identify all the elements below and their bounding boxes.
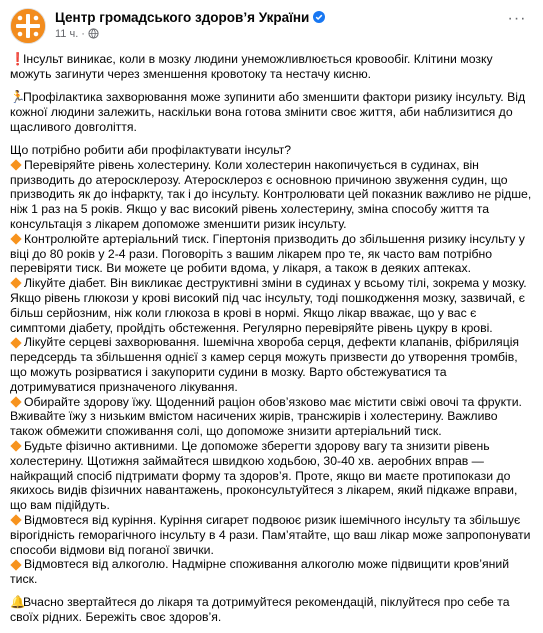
page-name-text[interactable]: Центр громадського здоров’я України xyxy=(55,10,310,25)
post-text xyxy=(10,52,533,633)
orange-diamond-icon xyxy=(10,233,21,244)
bell-icon: 🔔 xyxy=(10,595,26,610)
meta-dot: · xyxy=(81,28,85,40)
verified-icon xyxy=(313,11,325,23)
outro-text: Вчасно звертайтеся до лікаря та дотримуйтеся рекомендацій, піклуйтеся про себе та своїх рідних. Бережіть своє здоров’я. xyxy=(10,595,510,625)
tip-text: Контролюйте артеріальний тиск. Гіпертонія призводить до збільшення ризику інсульту у віці до 80 років у 2-4 рази. Поговоріть з вашим лікарем про те, як часто вам потрібно перевіряти тиск. Ви можете це робити вдома, у лікаря, а також в деяких аптеках. xyxy=(10,231,525,276)
tip-text: Лікуйте діабет. Він викликає деструктивні зміни в судинах у всьому тілі, зокрема у мозку. Якщо рівень глюкози у крові високий під час інсульту, тоді пошкодження мозку, зазвичай, є більш серйозним, ніж коли глюкоза в крові в нормі. Якщо лікар вважає, що у вас є симптоми діабету, пройдіть обстеження. Регулярно перевіряйте рівень цукру в крові. xyxy=(10,276,527,335)
prevention-paragraph xyxy=(10,90,533,134)
tip-item xyxy=(10,395,533,439)
runner-icon: 🏃 xyxy=(10,90,26,105)
tip-item xyxy=(10,557,533,587)
tip-item xyxy=(10,335,533,394)
tip-text: Перевіряйте рівень холестерину. Коли холестерин накопичується в судинах, він призводить до атеросклерозу. Атеросклероз є основною причиною звуження судин, що призводить як до інфаркту, так і до інсульту. Контролювати цей показник важливо не рідше, ніж 1 раз на 5 років. Якщо у вас високий рівень холестерину, зміна способу життя та консультація з лікарем допоможе зменшити ризик інсульту. xyxy=(10,157,532,231)
exclamation-icon: ❗ xyxy=(10,52,26,66)
post-time[interactable]: 11 ч. xyxy=(55,28,79,40)
orange-diamond-icon xyxy=(10,278,21,289)
logo-avatar-icon xyxy=(11,9,45,43)
outro-paragraph xyxy=(10,595,533,625)
tip-item xyxy=(10,439,533,513)
orange-diamond-icon xyxy=(10,396,21,407)
globe-icon[interactable] xyxy=(88,28,99,42)
tip-text: Лікуйте серцеві захворювання. Ішемічна хвороба серця, дефекти клапанів, фібриляція передсердь та збільшення однієї з камер серця можуть призвести до утворення тромбів, що можуть розірватися і закупорити судини в мозку. Варто обстежуватися та дотримуватися призначеного лікування. xyxy=(10,335,520,394)
tip-item xyxy=(10,276,533,335)
intro-paragraph xyxy=(10,52,533,82)
tip-text: Будьте фізично активними. Це допоможе зберегти здорову вагу та знизити рівень холестерину. Щотижня займайтеся швидкою ходьбою, 30-40 хв. аеробних вправ — найкращий спосіб підтримати форму та здоров’я. Проте, якщо ви маєте протипокази до якихось видів фізичних навантажень, проконсультуйтеся з лікарем, який підкаже вправи, що вам підійдуть. xyxy=(10,438,518,513)
tip-item xyxy=(10,513,533,557)
question-heading: Що потрібно робити аби профілактувати інсульт? xyxy=(10,142,292,157)
tip-item xyxy=(10,158,533,232)
page-name-link[interactable] xyxy=(55,10,325,25)
prevention-text: Профілактика захворювання може зупинити або зменшити фактори ризику інсульту. Від кожної людини залежить, наскільки вона готова змінити своє життя, аби наблизитися до щасливого довголіття. xyxy=(10,90,526,134)
tip-item xyxy=(10,232,533,276)
orange-diamond-icon xyxy=(10,441,21,452)
post-header xyxy=(10,8,533,44)
orange-diamond-icon xyxy=(10,515,21,526)
post-meta xyxy=(55,28,99,42)
page-avatar[interactable] xyxy=(10,8,46,44)
intro-text: Інсульт виникає, коли в мозку людини унеможливлюється кровообіг. Клітини мозку можуть загинути через зменшення кровотоку та нестачу кисню. xyxy=(10,52,493,81)
orange-diamond-icon xyxy=(10,159,21,170)
tip-text: Відмовтеся від алкоголю. Надмірне споживання алкоголю може підвищити кров’яний тиск. xyxy=(10,557,510,587)
more-options-icon[interactable]: ··· xyxy=(507,10,527,27)
orange-diamond-icon xyxy=(10,337,21,348)
tip-text: Відмовтеся від куріння. Куріння сигарет подвоює ризик ішемічного інсульту та збільшує вірогідність геморагічного інсульту в 4 рази. Пам’ятайте, що ваш лікар може запропонувати способи відмови від поганої звички. xyxy=(10,512,531,557)
orange-diamond-icon xyxy=(10,559,21,570)
tip-text: Обирайте здорову їжу. Щоденний раціон обов’язково має містити свіжі овочі та фрукти. Вживайте їжу з низьким вмістом насичених жирів, трансжирів і холестерину. Важливо також обмежити споживання солі, що допоможе знизити артеріальний тиск. xyxy=(10,394,522,439)
